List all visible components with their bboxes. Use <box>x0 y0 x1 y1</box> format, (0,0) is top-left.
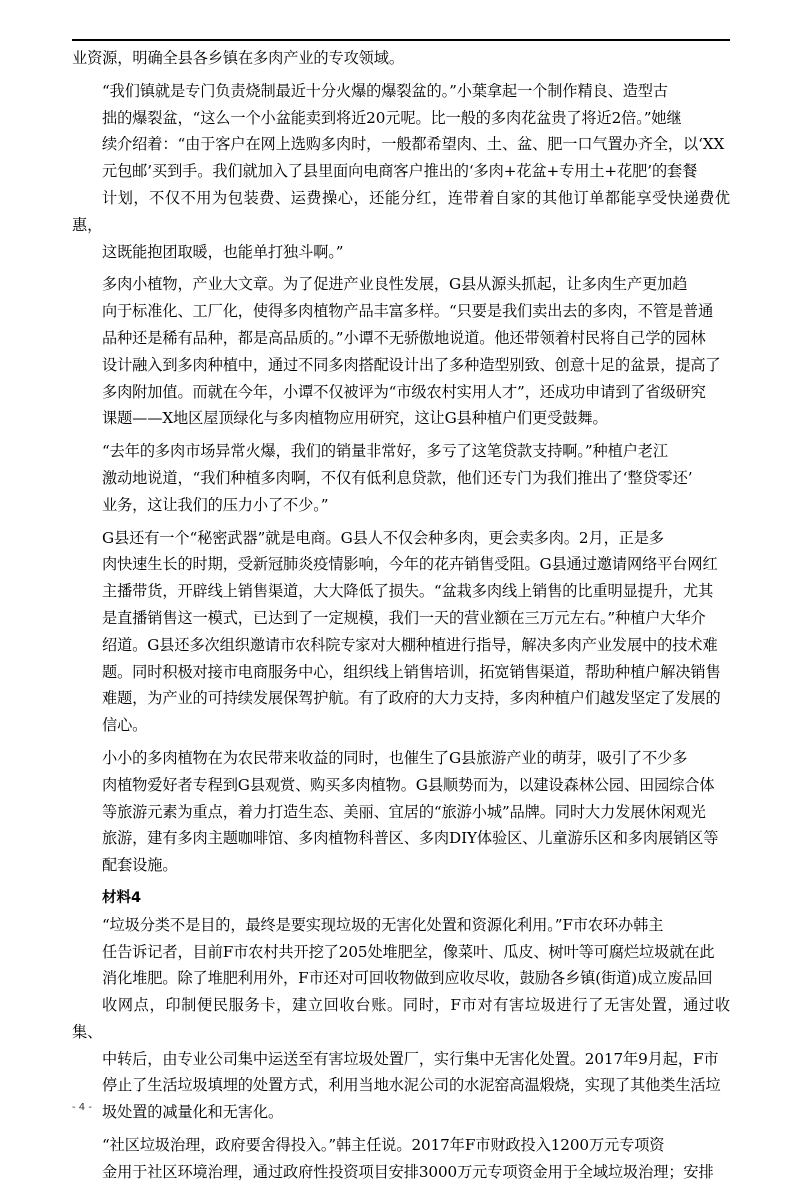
paragraph <box>72 745 730 879</box>
paragraph <box>72 438 730 518</box>
text-line: 课题——X地区屋顶绿化与多肉植物应用研究，这让G县种植户们更受鼓舞。 <box>102 409 608 428</box>
document-body <box>72 45 730 1192</box>
text-line: 任告诉记者，目前F市农村共开挖了205处堆肥坌，像菜叶、瓜皮、树叶等可腐烂垃圾就在此 <box>102 942 715 961</box>
text-line: 主播带货，开辟线上销售渠道，大大降低了损失。“盆栽多肉线上销售的比重明显提升，尤其 <box>102 582 714 601</box>
text-line: 肉植物爱好者专程到G县观赏、购买多肉植物。G县顺势而为，以建设森林公园、田园综合体 <box>102 775 715 794</box>
text-line: 中转后，由专业公司集中运送至有害垃圾处置厂，实行集中无害化处置。2017年9月起，F市 <box>102 1049 719 1068</box>
text-line: “去年的多肉市场异常火爆，我们的销量非常好，多亏了这笔贷款支持啊。”种植户老江 <box>102 442 668 461</box>
text-line: 绍道。G县还多次组织邀请市农科院专家对大棚种植进行指导，解决多肉产业发展中的技术难 <box>102 635 718 654</box>
text-line: 多肉小植物，产业大文章。为了促进产业良性发展，G县从源头抓起，让多肉生产更加趋 <box>102 275 688 294</box>
page-number: - 4 - <box>72 1102 92 1113</box>
text-line: 计划，不仅不用为包装费、运费操心，还能分红，连带着自家的其他订单都能享受快递费优惠， <box>72 188 730 234</box>
text-line: 是直播销售这一模式，已达到了一定规模，我们一天的营业额在三万元左右。”种植户大华介 <box>102 608 706 627</box>
paragraph <box>72 45 730 72</box>
text-line: 等旅游元素为重点，着力打造生态、美丽、宜居的“旅游小城”品牌。同时大力发展休闲观光 <box>102 802 706 821</box>
paragraph <box>72 525 730 739</box>
text-line: 题。同时积极对接市电商服务中心，组织线上销售培训，拓宽销售渠道，帮助种植户解决销售 <box>102 662 721 681</box>
text-line: 这既能抱团取暖，也能单打独斗啊。” <box>102 242 344 261</box>
text-line: 肉快速生长的时期，受新冠肺炎疫情影响，今年的花卉销售受阻。G县通过邀请网络平台网红 <box>102 555 718 574</box>
paragraph <box>72 912 730 1126</box>
text-line: 收网点，印制便民服务卡，建立回收台账。同时，F市对有害垃圾进行了无害处置，通过收集、 <box>72 996 730 1041</box>
text-line: 难题，为产业的可持续发展保驾护航。有了政府的大力支持，多肉种植户们越发坚定了发展的 <box>102 689 721 708</box>
text-line: 续介绍着：“由于客户在网上选购多肉时，一般都希望肉、土、盆、肥一口气置办齐全，以‘XX <box>102 135 725 154</box>
text-line: “我们镇就是专门负责烧制最近十分火爆的爆裂盆的。”小葉拿起一个制作精良、造型古 <box>102 81 668 100</box>
text-line: 业务，这让我们的压力小了不少。” <box>102 495 329 514</box>
text-line: 元包邮’买到手。我们就加入了县里面向电商客户推出的‘多肉+花盆+专用土+花肥’的套餐 <box>102 162 698 181</box>
section-heading-material-4: 材料4 <box>102 889 142 906</box>
text-line: 旅游，建有多肉主题咖啡馆、多肉植物科普区、多肉DIY体验区、儿童游乐区和多肉展销区等 <box>102 829 719 848</box>
text-line: “社区垃圾治理，政府要舍得投入。”韩主任说。2017年F市财政投入1200万元专项资 <box>102 1136 665 1155</box>
text-line: 圾处置的减量化和无害化。 <box>102 1103 284 1122</box>
text-line: 设计融入到多肉种植中，通过不同多肉搭配设计出了多种造型别致、创意十足的盆景，提高了 <box>102 355 721 374</box>
paragraph-group-materials-3 <box>72 45 730 879</box>
text-line: 消化堆肥。除了堆肥利用外，F市还对可回收物做到应收尽收，鼓励各乡镇(街道)成立废品回 <box>102 969 713 988</box>
text-line: “垃圾分类不是目的，最终是要实现垃圾的无害化处置和资源化利用。”F市农环办韩主 <box>102 915 664 934</box>
text-line: 配套设施。 <box>102 856 178 875</box>
paragraph-group-material-4 <box>72 912 730 1186</box>
text-line: 小小的多肉植物在为农民带来收益的同时，也催生了G县旅游产业的萌芽，吸引了不少多 <box>102 748 688 767</box>
paragraph <box>72 271 730 432</box>
paragraph <box>72 1132 730 1186</box>
text-line: G县还有一个“秘密武器”就是电商。G县人不仅会种多肉，更会卖多肉。2月，正是多 <box>102 528 664 547</box>
text-line: 信心。 <box>102 716 148 735</box>
text-line: 多肉附加值。而就在今年，小谭不仅被评为“市级农村实用人才”，还成功申请到了省级研究 <box>102 382 706 401</box>
text-line: 停止了生活垃圾填埋的处置方式，利用当地水泥公司的水泥窑高温煅烧，实现了其他类生活垃 <box>102 1076 721 1095</box>
text-line: 激动地说道，“我们种植多肉啊，不仅有低利息贷款，他们还专门为我们推出了‘整贷零还’ <box>102 468 693 487</box>
text-line: 拙的爆裂盆，“这么一个小盆能卖到将近20元呢。比一般的多肉花盆贵了将近2倍。”她继 <box>102 108 682 127</box>
text-line: 品种还是稀有品种，都是高品质的。”小谭不无骄傲地说道。他还带领着村民将自己学的园林 <box>102 328 706 347</box>
top-rule <box>72 39 730 41</box>
paragraph <box>72 78 730 266</box>
text-line: 金用于社区环境治理，通过政府性投资项目安排3000万元专项资金用于全域垃圾治理；安排 <box>102 1162 714 1181</box>
text-line: 业资源，明确全县各乡镇在多肉产业的专攻领域。 <box>72 49 404 67</box>
text-line: 向于标准化、工厂化，使得多肉植物产品丰富多样。“只要是我们卖出去的多肉，不管是普通 <box>102 302 714 321</box>
